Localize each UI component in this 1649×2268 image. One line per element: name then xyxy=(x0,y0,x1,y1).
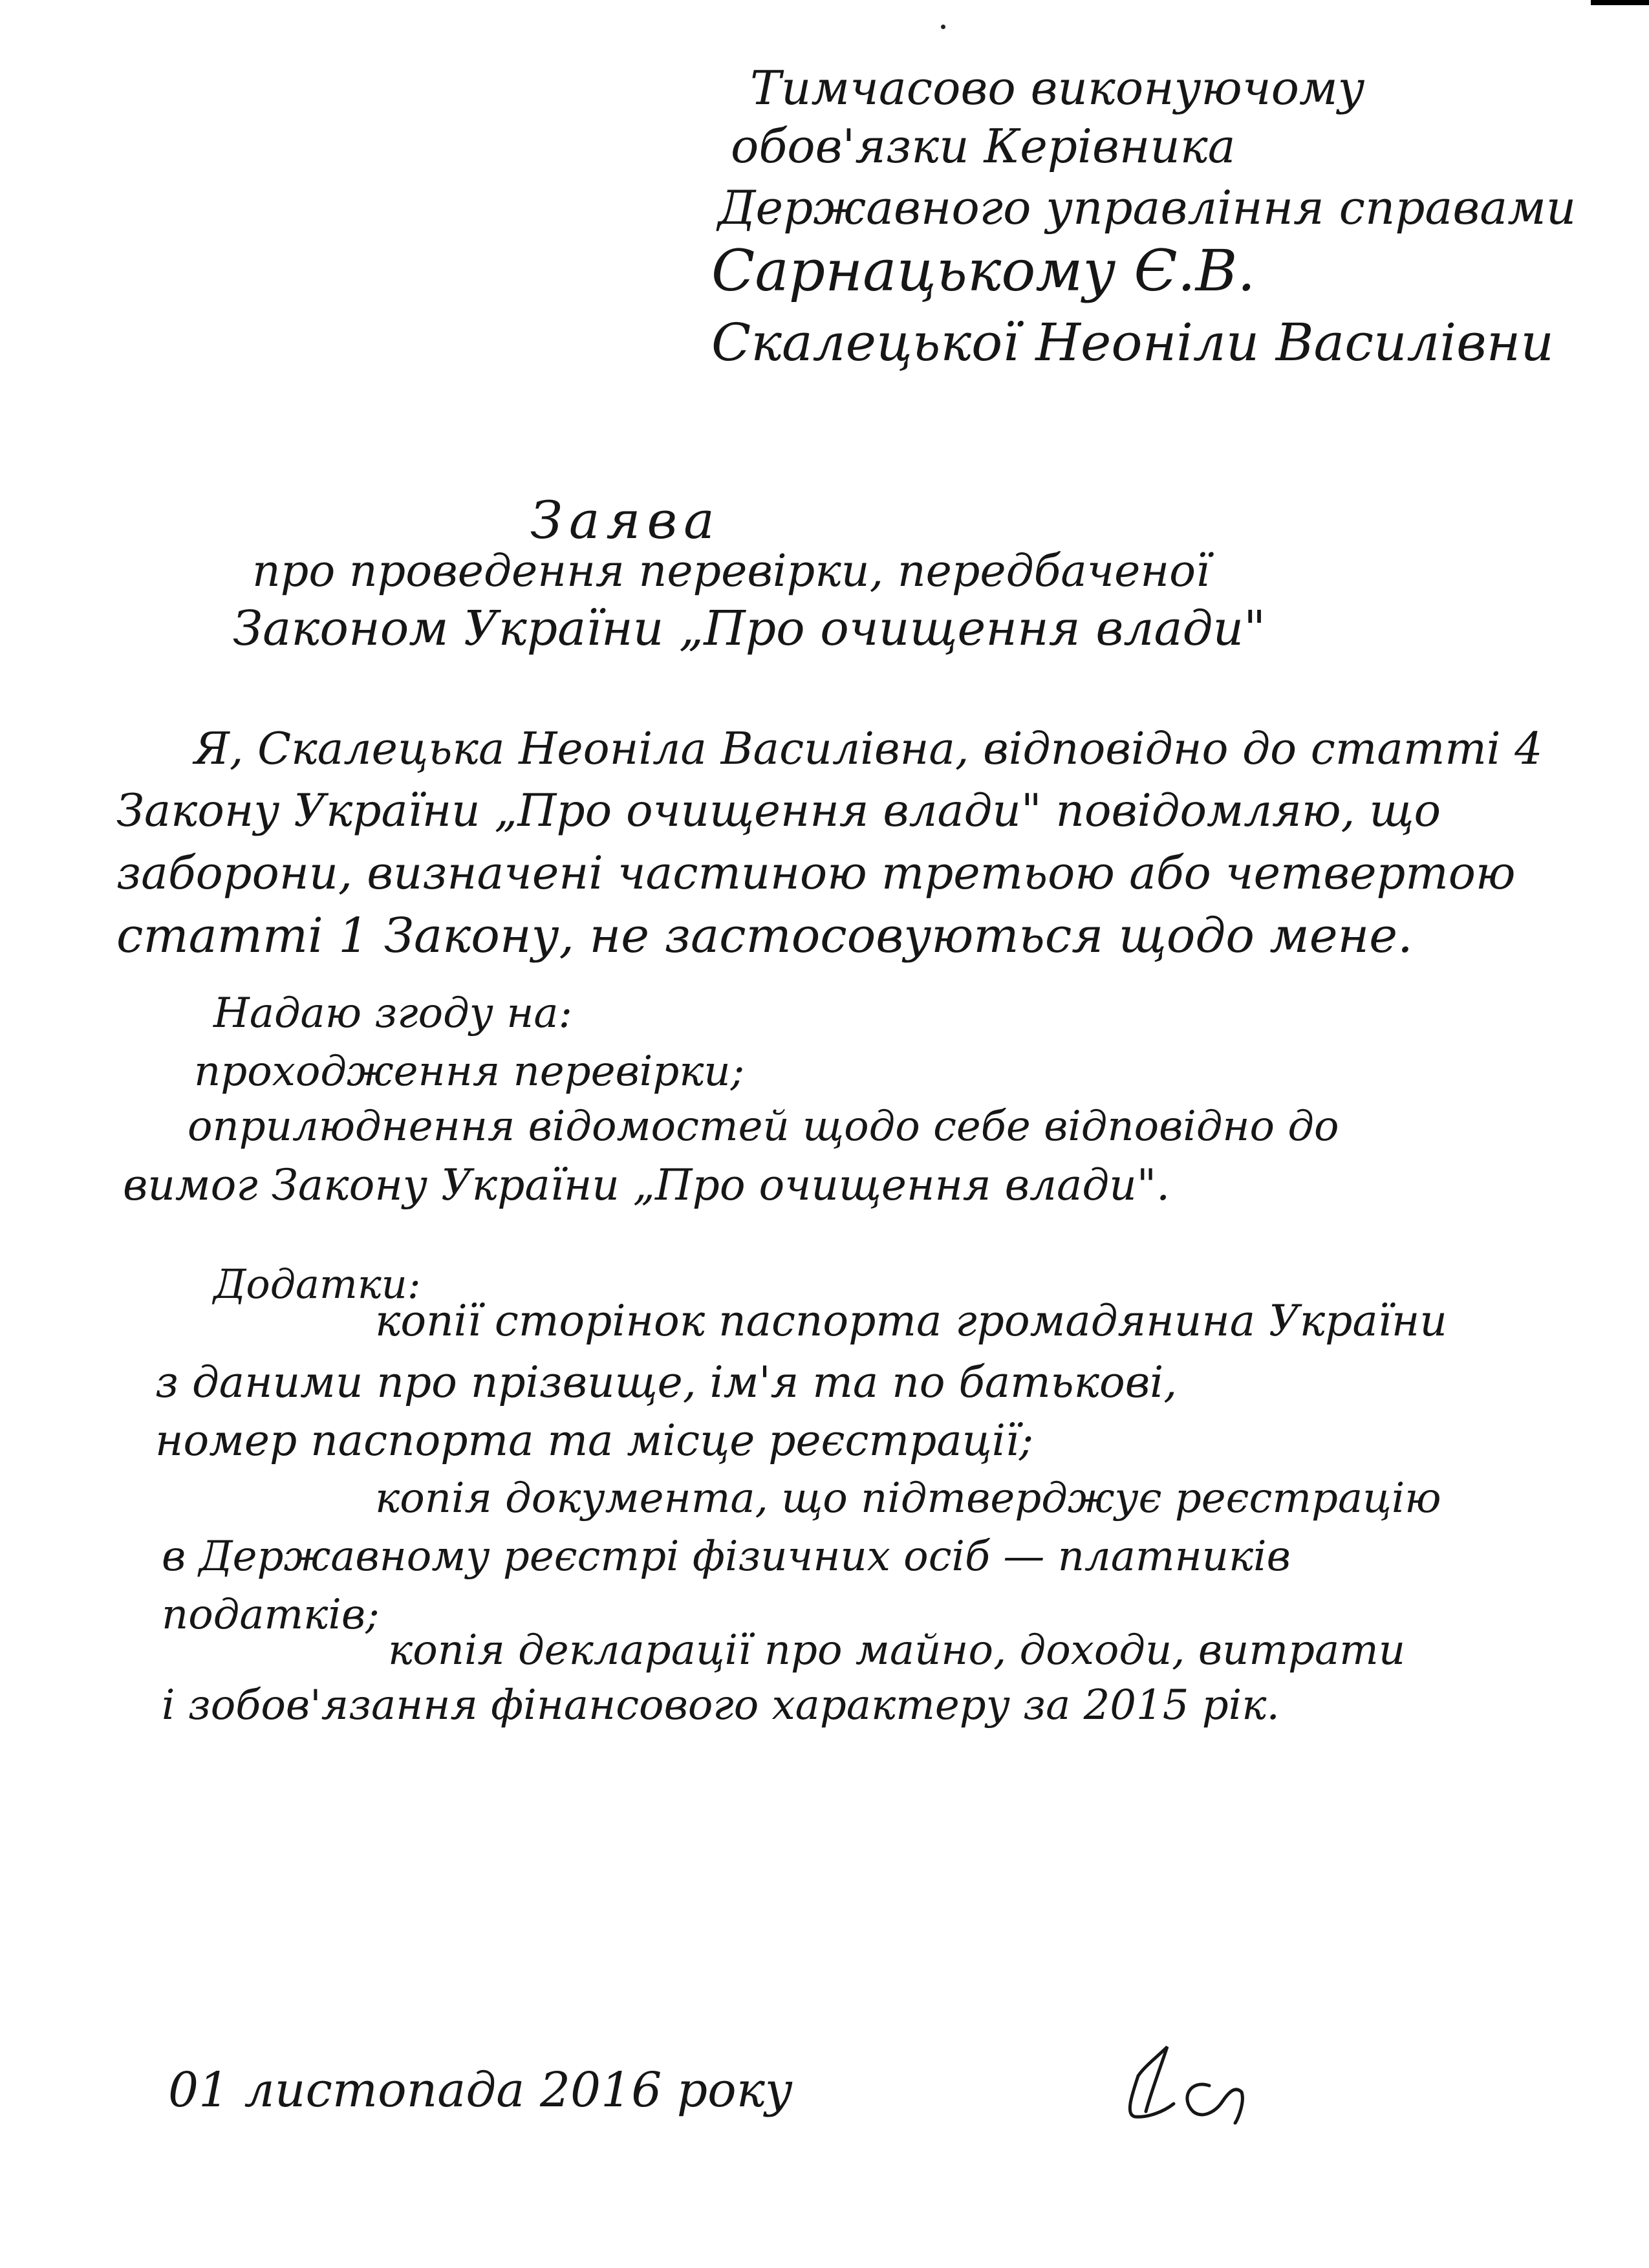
attachment-line-3: номер паспорта та місце реєстрації; xyxy=(155,1416,1034,1465)
sender-line: Скалецької Неоніли Василівни xyxy=(711,312,1554,373)
attachment-line-1: копії сторінок паспорта громадянина України xyxy=(375,1296,1447,1346)
scan-speck xyxy=(941,25,945,29)
attachment-line-5: в Державному реєстрі фізичних осіб — платників xyxy=(162,1533,1291,1581)
attachment-line-4: копія документа, що підтверджує реєстрацію xyxy=(375,1474,1441,1522)
attachment-line-8: і зобов'язання фінансового характеру за 2015 рік. xyxy=(162,1681,1280,1729)
addressee-line-3: Державного управління справами xyxy=(718,180,1577,235)
addressee-line-4: Сарнацькому Є.В. xyxy=(711,237,1256,304)
subtitle-line-1: про проведення перевірки, передбаченої xyxy=(252,546,1210,597)
addressee-line-2: обов'язки Керівника xyxy=(731,119,1236,173)
scan-edge-mark xyxy=(1591,0,1649,5)
consent-line-1: проходження перевірки; xyxy=(194,1048,745,1096)
attachment-line-7: копія декларації про майно, доходи, витрати xyxy=(388,1626,1406,1674)
consent-line-3: вимог Закону України „Про очищення влади". xyxy=(123,1160,1170,1210)
handwritten-signature xyxy=(1112,2040,1261,2124)
attachments-heading: Додатки: xyxy=(213,1260,421,1308)
attachment-line-6: податків; xyxy=(162,1591,380,1639)
statement-line-2: Закону України „Про очищення влади" повідомляю, що xyxy=(116,785,1441,837)
statement-line-4: статті 1 Закону, не застосовуються щодо мене. xyxy=(116,908,1413,964)
document-date: 01 листопада 2016 року xyxy=(168,2062,793,2118)
subtitle-line-2: Законом України „Про очищення влади" xyxy=(233,601,1266,656)
statement-line-1: Я, Скалецька Неоніла Василівна, відповідно до статті 4 xyxy=(194,724,1543,775)
document-title: Заява xyxy=(530,490,721,550)
attachment-line-2: з даними про прізвище, ім'я та по батькові, xyxy=(155,1357,1178,1407)
addressee-line-1: Тимчасово виконуючому xyxy=(750,61,1365,115)
statement-line-3: заборони, визначені частиною третьою або четвертою xyxy=(116,847,1516,900)
consent-heading: Надаю згоду на: xyxy=(213,989,573,1037)
consent-line-2: оприлюднення відомостей щодо себе відповідно до xyxy=(188,1103,1339,1150)
